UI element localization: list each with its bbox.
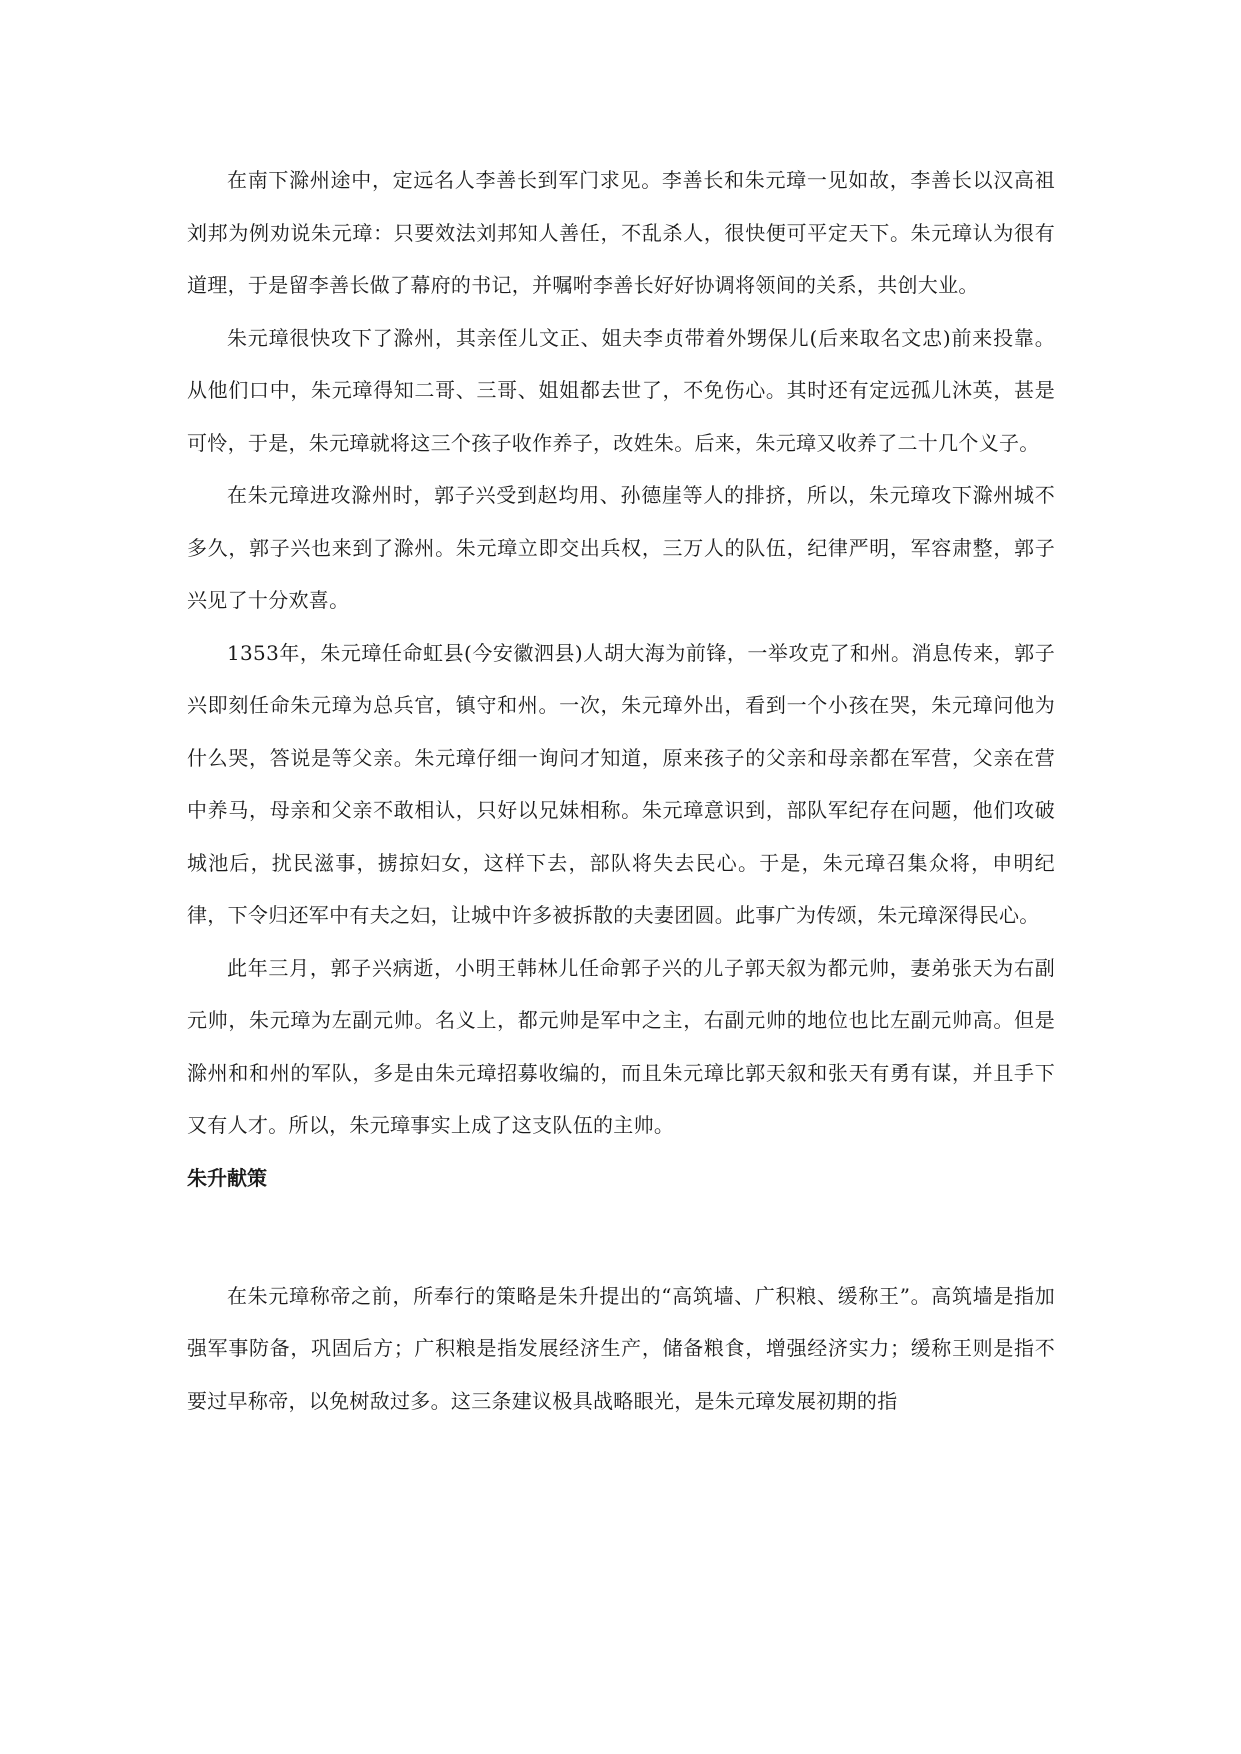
section-heading: 朱升献策 (187, 1165, 267, 1190)
paragraph-adopted-sons: 朱元璋很快攻下了滁州，其亲侄儿文正、姐夫李贞带着外甥保儿(后来取名文忠)前来投靠。从他们口中，朱元璋得知二哥、三哥、姐姐都去世了，不免伤心。其时还有定远孤儿沐英，甚是可怜，于是，朱元璋就将这三个孩子收作养子，改姓朱。后来，朱元璋又收养了二十几个义子。 (187, 325, 1055, 455)
paragraph-zhu-sheng-strategy: 在朱元璋称帝之前，所奉行的策略是朱升提出的“高筑墙、广积粮、缓称王”。高筑墙是指加强军事防备，巩固后方；广积粮是指发展经济生产，储备粮食，增强经济实力；缓称王则是指不要过早称帝，以免树敌过多。这三条建议极具战略眼光，是朱元璋发展初期的指 (187, 1283, 1055, 1413)
paragraph-hezhou: 1353年，朱元璋任命虹县(今安徽泗县)人胡大海为前锋，一举攻克了和州。消息传来，郭子兴即刻任命朱元璋为总兵官，镇守和州。一次，朱元璋外出，看到一个小孩在哭，朱元璋问他为什么哭，答说是等父亲。朱元璋仔细一询问才知道，原来孩子的父亲和母亲都在军营，父亲在营中养马，母亲和父亲不敢相认，只好以兄妹相称。朱元璋意识到，部队军纪存在问题，他们攻破城池后，扰民滋事，掳掠妇女，这样下去，部队将失去民心。于是，朱元璋召集众将，申明纪律，下令归还军中有夫之妇，让城中许多被拆散的夫妻团圆。此事广为传颂，朱元璋深得民心。 (187, 640, 1055, 927)
paragraph-march: 此年三月，郭子兴病逝，小明王韩林儿任命郭子兴的儿子郭天叙为都元帅，妻弟张天为右副元帅，朱元璋为左副元帅。名义上，都元帅是军中之主，右副元帅的地位也比左副元帅高。但是滁州和和州的军队，多是由朱元璋招募收编的，而且朱元璋比郭天叙和张天有勇有谋，并且手下又有人才。所以，朱元璋事实上成了这支队伍的主帅。 (187, 955, 1055, 1137)
paragraph-li-shanchang: 在南下滁州途中，定远名人李善长到军门求见。李善长和朱元璋一见如故，李善长以汉高祖刘邦为例劝说朱元璋：只要效法刘邦知人善任，不乱杀人，很快便可平定天下。朱元璋认为很有道理，于是留李善长做了幕府的书记，并嘱咐李善长好好协调将领间的关系，共创大业。 (187, 168, 1055, 297)
heading-spacer (187, 1204, 1055, 1270)
document-body (187, 154, 1055, 1427)
paragraph-guo-zixing: 在朱元璋进攻滁州时，郭子兴受到赵均用、孙德崖等人的排挤，所以，朱元璋攻下滁州城不多久，郭子兴也来到了滁州。朱元璋立即交出兵权，三万人的队伍，纪律严明，军容肃整，郭子兴见了十分欢喜。 (187, 483, 1055, 612)
